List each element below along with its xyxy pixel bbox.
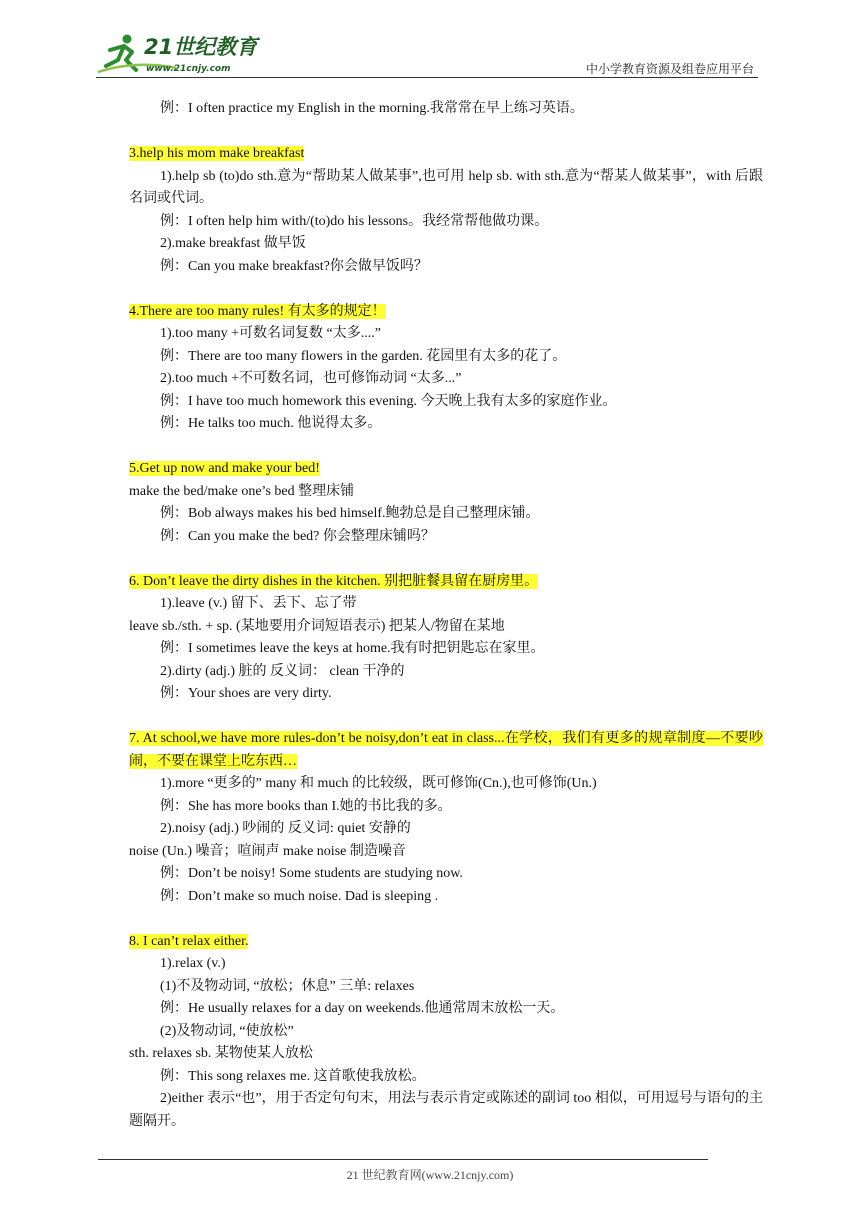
text-line bbox=[129, 98, 763, 121]
text-line bbox=[129, 503, 763, 526]
text-line bbox=[129, 481, 763, 504]
line-text: 例：Can you make the bed? 你会整理床铺吗？ bbox=[160, 528, 435, 544]
section-heading bbox=[129, 728, 763, 773]
section-heading bbox=[129, 301, 763, 324]
document-body bbox=[129, 98, 763, 1133]
footer-divider bbox=[98, 1159, 708, 1160]
line-text: 例：He usually relaxes for a day on weekends.他通常周末放松一天。 bbox=[160, 1001, 565, 1016]
text-line bbox=[129, 323, 763, 346]
blank-line bbox=[129, 908, 763, 931]
line-text: 1).more “更多的” many 和 much 的比较级，既可修饰(Cn.),也可修饰(Un.) bbox=[160, 776, 597, 791]
line-text: 1).too many +可数名词复数 “太多....” bbox=[160, 326, 381, 341]
text-line bbox=[129, 346, 763, 369]
text-line bbox=[129, 796, 763, 819]
line-text: 例：I have too much homework this evening. 今天晚上我有太多的家庭作业。 bbox=[160, 393, 617, 409]
section-heading bbox=[129, 143, 763, 166]
text-line bbox=[129, 841, 763, 864]
line-text: 2).too much +不可数名词，也可修饰动词 “太多...” bbox=[160, 371, 462, 386]
line-text: 2).noisy (adj.) 吵闹的 反义词: quiet 安静的 bbox=[160, 821, 411, 836]
line-text: 2).dirty (adj.) 脏的 反义词： clean 干净的 bbox=[160, 663, 405, 679]
platform-name: 中小学教育资源及组卷应用平台 bbox=[585, 62, 754, 76]
text-line bbox=[129, 233, 763, 256]
text-line bbox=[129, 166, 763, 211]
line-text: (2)及物动词, “使放松” bbox=[160, 1023, 294, 1039]
text-line bbox=[129, 413, 763, 436]
text-line bbox=[129, 368, 763, 391]
line-text: 例：I sometimes leave the keys at home.我有时把钥匙忘在家里。 bbox=[160, 641, 545, 656]
heading-text: 8. I can’t relax either. bbox=[129, 933, 249, 949]
text-line bbox=[129, 683, 763, 706]
text-line bbox=[129, 661, 763, 684]
heading-text: 6. Don’t leave the dirty dishes in the kitchen. 别把脏餐具留在厨房里。 bbox=[129, 573, 539, 589]
text-line bbox=[129, 638, 763, 661]
text-line bbox=[129, 998, 763, 1021]
logo-icon bbox=[96, 30, 266, 76]
logo-url: www.21cnjy.com bbox=[146, 64, 231, 74]
text-line bbox=[129, 593, 763, 616]
blank-line bbox=[129, 121, 763, 144]
heading-text: 7. At school,we have more rules-don’t be noisy,don’t eat in class...在学校，我们有更多的规章制度—不要吵闹，不要在课堂上吃东西… bbox=[129, 731, 763, 769]
text-line bbox=[129, 863, 763, 886]
blank-line bbox=[129, 436, 763, 459]
line-text: (1)不及物动词, “放松；休息” 三单: relaxes bbox=[160, 978, 415, 994]
line-text: 例：Don’t be noisy! Some students are studying now. bbox=[160, 866, 463, 881]
text-line bbox=[129, 953, 763, 976]
line-text: 2).make breakfast 做早饭 bbox=[160, 236, 306, 251]
text-line bbox=[129, 526, 763, 549]
text-line bbox=[129, 976, 763, 999]
text-line bbox=[129, 818, 763, 841]
text-line bbox=[129, 1021, 763, 1044]
heading-text: 5.Get up now and make your bed! bbox=[129, 461, 320, 476]
text-line bbox=[129, 256, 763, 279]
text-line bbox=[129, 1066, 763, 1089]
line-text: 例：He talks too much. 他说得太多。 bbox=[160, 416, 382, 431]
header-divider bbox=[96, 77, 758, 78]
logo-text: 21世纪教育 bbox=[144, 35, 258, 59]
line-text: sth. relaxes sb. 某物使某人放松 bbox=[129, 1046, 313, 1061]
blank-line bbox=[129, 706, 763, 729]
line-text: 例：Your shoes are very dirty. bbox=[160, 686, 332, 701]
text-line bbox=[129, 773, 763, 796]
text-line bbox=[129, 211, 763, 234]
blank-line bbox=[129, 278, 763, 301]
page-footer: 21 世纪教育网(www.21cnjy.com) bbox=[346, 1168, 514, 1182]
page-header bbox=[96, 30, 758, 78]
line-text: 例：Can you make breakfast?你会做早饭吗？ bbox=[160, 258, 428, 274]
text-line bbox=[129, 616, 763, 639]
blank-line bbox=[129, 548, 763, 571]
heading-text: 4.There are too many rules! 有太多的规定！ bbox=[129, 303, 386, 319]
line-text: 例：There are too many flowers in the garden. 花园里有太多的花了。 bbox=[160, 348, 567, 364]
text-line bbox=[129, 1043, 763, 1066]
section-heading bbox=[129, 571, 763, 594]
line-text: 例：This song relaxes me. 这首歌使我放松。 bbox=[160, 1068, 426, 1084]
line-text: 例：Bob always makes his bed himself.鲍勃总是自己整理床铺。 bbox=[160, 506, 540, 521]
line-text: noise (Un.) 噪音；喧闹声 make noise 制造噪音 bbox=[129, 843, 406, 859]
text-line bbox=[129, 391, 763, 414]
line-text: 例：I often help him with/(to)do his lessons。我经常帮他做功课。 bbox=[160, 213, 549, 229]
line-text: 例：She has more books than I.她的书比我的多。 bbox=[160, 798, 452, 814]
line-text: 1).help sb (to)do sth.意为“帮助某人做某事”,也可用 help sb. with sth.意为“帮某人做某事”，with 后跟名词或代词。 bbox=[129, 168, 763, 206]
line-text: 例：Don’t make so much noise. Dad is sleeping . bbox=[160, 888, 439, 904]
text-line bbox=[129, 1088, 763, 1133]
line-text: 例：I often practice my English in the morning.我常常在早上练习英语。 bbox=[160, 101, 584, 116]
heading-text: 3.help his mom make breakfast bbox=[129, 146, 305, 161]
line-text: leave sb./sth. + sp. (某地要用介词短语表示) 把某人/物留在某地 bbox=[129, 618, 505, 634]
text-line bbox=[129, 886, 763, 909]
line-text: 1).relax (v.) bbox=[160, 956, 226, 971]
section-heading bbox=[129, 458, 763, 481]
line-text: 1).leave (v.) 留下、丢下、忘了带 bbox=[160, 596, 357, 611]
section-heading bbox=[129, 931, 763, 954]
line-text: make the bed/make one’s bed 整理床铺 bbox=[129, 483, 355, 499]
line-text: 2)either 表示“也”，用于否定句句末，用法与表示肯定或陈述的副词 too 相似，可用逗号与语句的主题隔开。 bbox=[129, 1091, 763, 1129]
